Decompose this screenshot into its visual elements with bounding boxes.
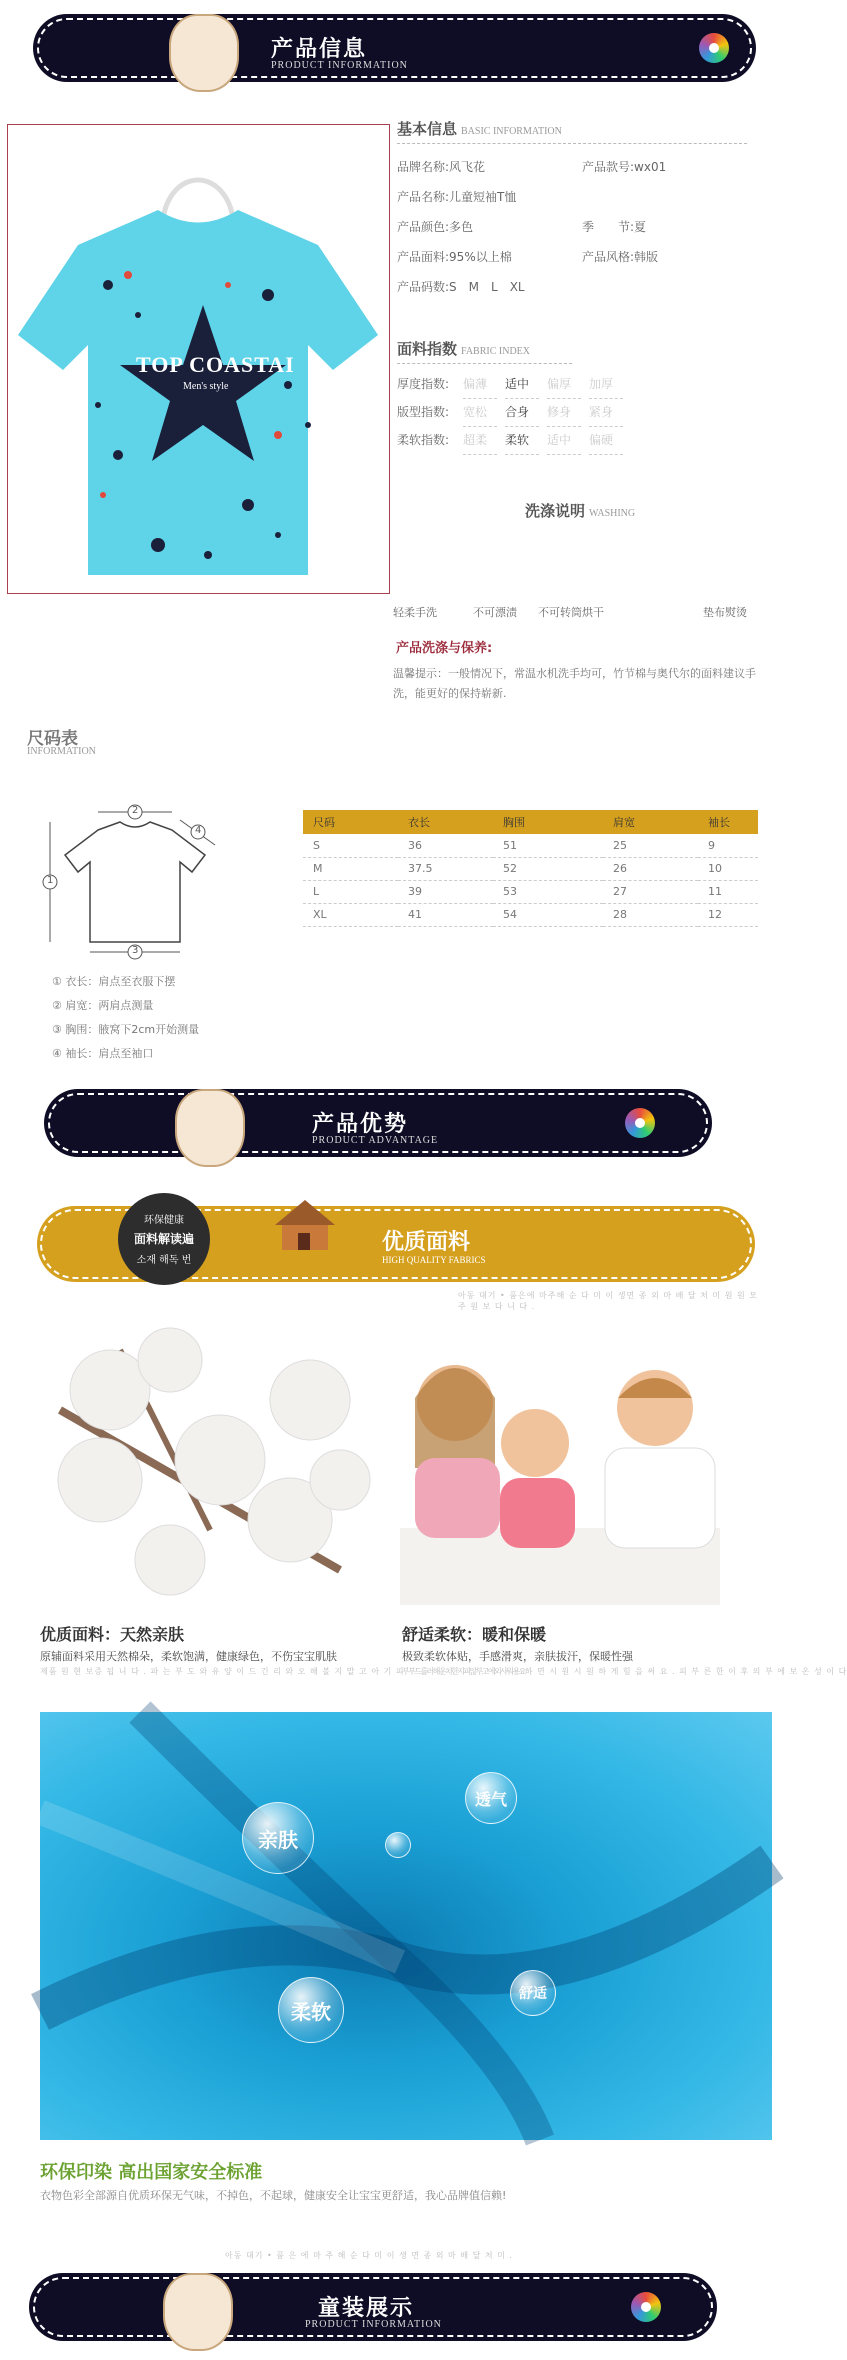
fabric-level: 柔软 [505, 426, 539, 455]
size-mark-4: 4 [195, 825, 202, 836]
table-row [303, 880, 758, 903]
fabric-index-row [397, 426, 747, 454]
banner-subtitle: PRODUCT ADVANTAGE [312, 1135, 439, 1146]
care-text: 温馨提示：一般情况下，常温水机洗手均可，竹节棉与奥代尔的面料建议手洗，能更好的保持崭新. [393, 667, 756, 700]
size-header: 袖长 [698, 810, 758, 834]
badge-line1: 环保健康 [144, 1215, 184, 1226]
fine-print-1: 아동 대기 • 품은에 마주해 순 다 미 이 생면 종 외 마 배 달 처 미 원 원 모 주 원 보 다 니 다 . [458, 1291, 758, 1311]
basic-key: 季 节: [582, 220, 635, 234]
care-title: 产品洗涤与保养: [396, 641, 493, 656]
shirt-print-sub: Men's style [183, 381, 229, 392]
fabric-index-rows [397, 370, 747, 454]
fabric-index-row [397, 398, 747, 426]
size-cell: 26 [603, 857, 698, 880]
basic-info-row [397, 272, 747, 302]
size-cell: 52 [493, 857, 603, 880]
basic-key: 产品款号: [582, 160, 635, 174]
basic-value: 95%以上棉 [449, 250, 512, 264]
size-header: 肩宽 [603, 810, 698, 834]
size-cell: 28 [603, 903, 698, 926]
fabric-subtitle: HIGH QUALITY FABRICS [382, 1255, 486, 1265]
size-table [303, 810, 758, 927]
fabric-badge [118, 1193, 210, 1285]
size-title: 尺码表 [27, 729, 78, 749]
basic-key: 产品风格: [582, 250, 635, 264]
size-cell: 25 [603, 834, 698, 857]
badge-line3: 소재 해독 번 [136, 1255, 192, 1266]
basic-info-row [397, 212, 747, 242]
product-advantage-banner [48, 1093, 708, 1153]
eco-sub: 衣物色彩全部源自优质环保无气味，不掉色，不起球，健康安全让宝宝更舒适，我心品牌值信赖! [40, 2189, 507, 2202]
fabric-index-row [397, 370, 747, 398]
size-cell: 12 [698, 903, 758, 926]
fabric-title: 优质面料 [382, 1230, 471, 1255]
fabric-level: 偏硬 [589, 426, 623, 455]
basic-value: 儿童短袖T恤 [449, 190, 517, 204]
banner-title: 童装展示 [318, 2296, 415, 2321]
banner-title: 产品信息 [271, 37, 368, 62]
badge-line2: 面料解读遍 [133, 1232, 194, 1246]
mascot-icon [175, 1089, 245, 1167]
blue-fabric-image [40, 1712, 772, 2140]
feature-1-fine: 제품 원 현 보증 됩 니 다 . 파 는 부 도 와 유 양 이 드 긴 리 와 오 해 볼 지 말 고 아 기 피 부 를 해 치 지 않 고 외 워 요 [40, 1667, 528, 1676]
basic-info-row [397, 182, 747, 212]
basic-info-row [397, 152, 747, 182]
size-cell: 9 [698, 834, 758, 857]
fabric-level: 偏厚 [547, 370, 581, 399]
product-show-banner [33, 2277, 713, 2337]
size-mark-2: 2 [132, 805, 139, 816]
size-cell: 51 [493, 834, 603, 857]
size-cell: 41 [398, 903, 493, 926]
basic-key: 产品面料: [397, 250, 450, 264]
basic-value: S M L XL [449, 280, 525, 294]
basic-value: 风飞花 [449, 160, 486, 174]
banner-subtitle: PRODUCT INFORMATION [305, 2319, 442, 2330]
bubble-comfort: 舒适 [510, 1970, 556, 2016]
size-cell: L [303, 880, 398, 903]
banner-title: 产品优势 [312, 1112, 409, 1137]
size-cell: 39 [398, 880, 493, 903]
flower-icon [625, 1108, 655, 1138]
size-cell: 27 [603, 880, 698, 903]
hut-icon [270, 1195, 340, 1255]
size-legend [52, 970, 199, 1066]
fabric-label: 厚度指数: [397, 377, 450, 391]
bubble-soft: 柔软 [278, 1977, 344, 2043]
basic-info-rows [397, 152, 747, 302]
basic-key: 产品码数: [397, 280, 450, 294]
size-header: 尺码 [303, 810, 398, 834]
basic-info-title: 基本信息 BASIC INFORMATION [397, 118, 747, 144]
wash-title: 洗涤说明 WASHING [525, 502, 636, 520]
basic-value: 韩版 [634, 250, 659, 264]
basic-info-row [397, 242, 747, 272]
size-cell: 11 [698, 880, 758, 903]
size-mark-1: 1 [47, 875, 54, 886]
fine-print-2: 아동 대기 • 품 은 에 마 주 해 순 다 미 이 생 면 종 외 마 배 달 처 미 . [225, 2251, 513, 2260]
wash-item-3: 垫布熨烫 [703, 606, 747, 619]
flower-icon [699, 33, 729, 63]
basic-value: wx01 [634, 160, 667, 174]
wash-item-0: 轻柔手洗 [393, 606, 437, 619]
mascot-icon [169, 14, 239, 92]
size-cell: XL [303, 903, 398, 926]
size-cell: 54 [493, 903, 603, 926]
wash-item-1: 不可漂渍 [473, 606, 517, 619]
size-cell: S [303, 834, 398, 857]
size-cell: 36 [398, 834, 493, 857]
fabric-level: 修身 [547, 398, 581, 427]
legend-item-3: ④ 袖长：肩点至袖口 [52, 1047, 154, 1060]
fabric-level: 适中 [547, 426, 581, 455]
fabric-index-title: 面料指数 FABRIC INDEX [397, 338, 572, 364]
fabric-level: 合身 [505, 398, 539, 427]
feature-2-title: 舒适柔软：暖和保暖 [402, 1625, 547, 1644]
fabric-level: 适中 [505, 370, 539, 399]
size-header: 胸围 [493, 810, 603, 834]
flower-icon [631, 2292, 661, 2322]
kids-image [400, 1328, 720, 1605]
fabric-level: 紧身 [589, 398, 623, 427]
size-mark-3: 3 [132, 945, 139, 956]
fabric-level: 加厚 [589, 370, 623, 399]
size-diagram [40, 800, 230, 960]
fabric-index-section [397, 338, 747, 454]
mascot-icon [163, 2273, 233, 2351]
product-photo [7, 124, 390, 594]
table-row [303, 903, 758, 926]
fabric-level: 超柔 [463, 426, 497, 455]
size-cell: 37.5 [398, 857, 493, 880]
bubble-skin: 亲肤 [242, 1802, 314, 1874]
size-header: 衣长 [398, 810, 493, 834]
fabric-level: 宽松 [463, 398, 497, 427]
basic-value: 夏 [634, 220, 647, 234]
basic-key: 产品颜色: [397, 220, 450, 234]
fabric-label: 柔软指数: [397, 433, 450, 447]
basic-key: 产品名称: [397, 190, 450, 204]
size-cell: M [303, 857, 398, 880]
bubble-small [385, 1832, 411, 1858]
feature-1-sub: 原辅面料采用天然棉朵，柔软饱满，健康绿色，不伤宝宝肌肤 [40, 1650, 337, 1663]
cotton-image [40, 1330, 370, 1605]
banner-subtitle: PRODUCT INFORMATION [271, 60, 408, 71]
basic-info-section [397, 118, 747, 302]
feature-2-sub: 极致柔软体贴，手感滑爽，亲肤拔汗，保暖性强 [402, 1650, 633, 1663]
basic-key: 品牌名称: [397, 160, 450, 174]
fabric-label: 版型指数: [397, 405, 450, 419]
table-row [303, 834, 758, 857]
basic-value: 多色 [449, 220, 474, 234]
bubble-breathable: 透气 [465, 1772, 517, 1824]
table-row [303, 857, 758, 880]
size-cell: 53 [493, 880, 603, 903]
shirt-print-text: TOP COASTAI [136, 352, 295, 377]
size-cell: 10 [698, 857, 758, 880]
fabric-level: 偏薄 [463, 370, 497, 399]
legend-item-0: ① 衣长：肩点至衣服下摆 [52, 975, 176, 988]
feature-2-fine: 부 드 러 운 한 피 부 에 사 용 하 면 시 원 시 원 하 게 힘 을 써 요 . 피 부 른 한 이 후 의 부 에 보 온 성 이 다 [402, 1667, 847, 1676]
feature-1-title: 优质面料：天然亲肤 [40, 1625, 185, 1644]
legend-item-2: ③ 胸围：腋窝下2cm开始测量 [52, 1023, 200, 1036]
product-info-banner [37, 18, 752, 78]
eco-title: 环保印染 高出国家安全标准 [40, 2162, 263, 2183]
wash-item-2: 不可转筒烘干 [538, 606, 604, 619]
legend-item-1: ② 肩宽：两肩点测量 [52, 999, 154, 1012]
size-title-en: INFORMATION [27, 746, 96, 757]
